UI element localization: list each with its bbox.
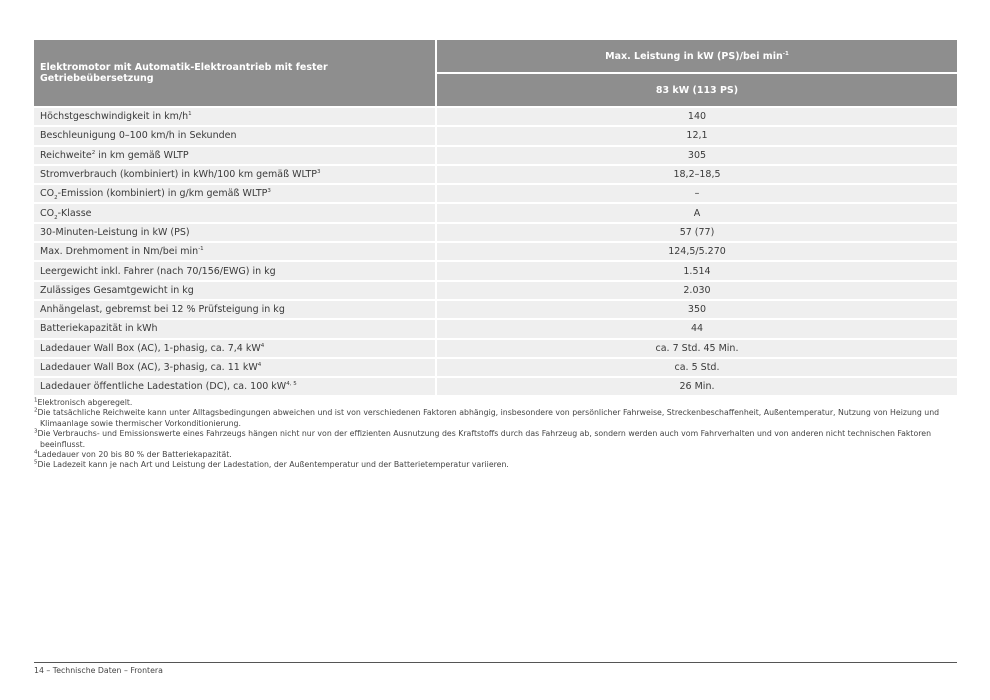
row-label-text: Batteriekapazität in kWh <box>40 323 158 335</box>
row-label-text: Ladedauer Wall Box (AC), 3-phasig, ca. 11 kW <box>40 362 258 373</box>
row-label <box>34 223 436 242</box>
row-value-text: – <box>694 188 700 200</box>
row-value <box>436 203 957 222</box>
row-value-text: 12,1 <box>686 130 708 142</box>
row-value <box>436 242 957 261</box>
header-right-top-text: Max. Leistung in kW (PS)/bei min <box>605 50 783 62</box>
table-row <box>34 126 957 145</box>
row-label-text: -Klasse <box>57 207 92 219</box>
row-value-text: 26 Min. <box>679 381 715 393</box>
table-row <box>34 184 957 203</box>
row-value <box>436 184 957 203</box>
footnote <box>34 408 957 429</box>
table-header-power <box>436 40 957 73</box>
row-label <box>34 203 436 222</box>
row-label-text: Beschleunigung 0–100 km/h in Sekunden <box>40 130 237 142</box>
header-left-text: Elektromotor mit Automatik-Elektroantrieb mit fester Getriebeübersetzung <box>40 62 328 84</box>
row-label-text: 30-Minuten-Leistung in kW (PS) <box>40 226 190 238</box>
row-label-text: -Emission (kombiniert) in g/km gemäß WLTP <box>57 188 268 200</box>
row-label-text: in km gemäß WLTP <box>95 149 189 161</box>
row-value-text: 57 (77) <box>679 226 715 238</box>
table-row <box>34 339 957 358</box>
row-value-text: 44 <box>690 323 704 335</box>
table-row <box>34 358 957 377</box>
row-label <box>34 261 436 280</box>
row-value <box>436 165 957 184</box>
table-row <box>34 107 957 126</box>
row-label <box>34 358 436 377</box>
row-label-text: Stromverbrauch (kombiniert) in kWh/100 km gemäß WLTP <box>40 169 317 181</box>
row-value <box>436 358 957 377</box>
row-label-sup: 2 <box>91 149 96 156</box>
row-label-sup: 3 <box>267 188 271 195</box>
spec-table <box>34 40 957 395</box>
footnote-number: 1 <box>34 397 38 404</box>
row-value-text: 140 <box>687 111 707 123</box>
table-row <box>34 203 957 222</box>
footnote-number: 3 <box>34 428 38 435</box>
footnote-text: Die Verbrauchs- und Emissionswerte eines Fahrzeugs hängen nicht nur von der effizienten Ausnutzung des Kraftstoffs durch das Fahrzeug ab, sondern werden auch vom Fahrverhalten und von anderen nicht technischen Faktoren beeinflusst. <box>37 429 932 449</box>
row-label <box>34 184 436 203</box>
row-value-text: 124,5/5.270 <box>668 246 726 258</box>
table-row <box>34 281 957 300</box>
row-label <box>34 377 436 395</box>
row-label-text: Max. Drehmoment in Nm/bei min <box>40 246 199 258</box>
row-label <box>34 300 436 319</box>
header-right-bottom-text: 83 kW (113 PS) <box>655 84 739 96</box>
table-header-motor <box>34 40 436 107</box>
row-value-text: 2.030 <box>683 284 711 296</box>
row-label-sup: -1 <box>198 246 204 253</box>
row-label-sub: 2 <box>54 214 58 221</box>
row-label <box>34 319 436 338</box>
table-row <box>34 300 957 319</box>
row-label-text: Höchstgeschwindigkeit in km/h <box>40 111 189 123</box>
footnote <box>34 398 957 408</box>
page-footer <box>34 666 163 675</box>
row-value <box>436 107 957 126</box>
row-value-text: 350 <box>687 304 707 316</box>
row-label <box>34 165 436 184</box>
row-label-sub: 2 <box>54 195 58 202</box>
table-header-power-value <box>436 73 957 107</box>
table-row <box>34 242 957 261</box>
footer-text: 14 – Technische Daten – Frontera <box>34 666 163 675</box>
table-row <box>34 165 957 184</box>
footnote-text: Die tatsächliche Reichweite kann unter Alltagsbedingungen abweichen und ist von verschiedenen Faktoren abhängig, insbesondere von persönlicher Fahrweise, Streckenbeschaffenheit, Außentemperatur, Nutzung von Heizung und Klimaanlage sowie thermischer Vorkonditionierung. <box>37 408 940 428</box>
row-value <box>436 319 957 338</box>
footnote-text: Elektronisch abgeregelt. <box>37 398 133 407</box>
table-row <box>34 223 957 242</box>
row-value <box>436 281 957 300</box>
footnote-text: Die Ladezeit kann je nach Art und Leistung der Ladestation, der Außentemperatur und der Batterietemperatur variieren. <box>37 460 509 470</box>
row-value-text: 18,2–18,5 <box>673 169 721 181</box>
table-row <box>34 146 957 165</box>
row-label <box>34 339 436 358</box>
footnote-text: Ladedauer von 20 bis 80 % der Batteriekapazität. <box>37 450 232 460</box>
table-row <box>34 377 957 395</box>
row-value-text: ca. 7 Std. 45 Min. <box>655 342 739 354</box>
footnote <box>34 429 957 450</box>
table-row <box>34 261 957 280</box>
row-label-text: Zulässiges Gesamtgewicht in kg <box>40 284 194 296</box>
row-value <box>436 146 957 165</box>
row-value-text: 305 <box>687 149 707 161</box>
row-label-text: CO <box>40 207 55 219</box>
row-label <box>34 281 436 300</box>
footnote-number: 2 <box>34 407 38 414</box>
row-value <box>436 223 957 242</box>
row-label-text: CO <box>40 188 55 200</box>
row-value-text: ca. 5 Std. <box>674 362 720 373</box>
row-label-text: Leergewicht inkl. Fahrer (nach 70/156/EWG) in kg <box>40 265 276 277</box>
footer-divider <box>34 662 957 663</box>
footnote <box>34 460 957 470</box>
row-value-text: 1.514 <box>683 265 711 277</box>
header-right-top-sup: -1 <box>782 50 789 57</box>
row-value <box>436 377 957 395</box>
row-value <box>436 126 957 145</box>
footnote-number: 5 <box>34 459 38 466</box>
row-label-sup: 1 <box>188 110 192 117</box>
row-label <box>34 107 436 126</box>
footnote <box>34 450 957 460</box>
row-value <box>436 300 957 319</box>
row-label-text: Anhängelast, gebremst bei 12 % Prüfsteigung in kg <box>40 304 285 316</box>
row-label <box>34 146 436 165</box>
table-row <box>34 319 957 338</box>
row-label-text: Reichweite <box>40 149 92 161</box>
row-value-text: A <box>693 207 701 219</box>
row-value <box>436 261 957 280</box>
footnotes <box>34 398 957 471</box>
row-label-sup: 4, 5 <box>286 381 297 388</box>
row-label <box>34 126 436 145</box>
row-label-text: Ladedauer Wall Box (AC), 1-phasig, ca. 7,4 kW <box>40 342 261 354</box>
row-label-sup: 4 <box>257 361 262 368</box>
row-label-text: Ladedauer öffentliche Ladestation (DC), ca. 100 kW <box>40 381 287 393</box>
row-label-sup: 4 <box>260 342 265 349</box>
row-label-sup: 3 <box>317 168 321 175</box>
footnote-number: 4 <box>34 449 38 456</box>
row-label <box>34 242 436 261</box>
row-value <box>436 339 957 358</box>
